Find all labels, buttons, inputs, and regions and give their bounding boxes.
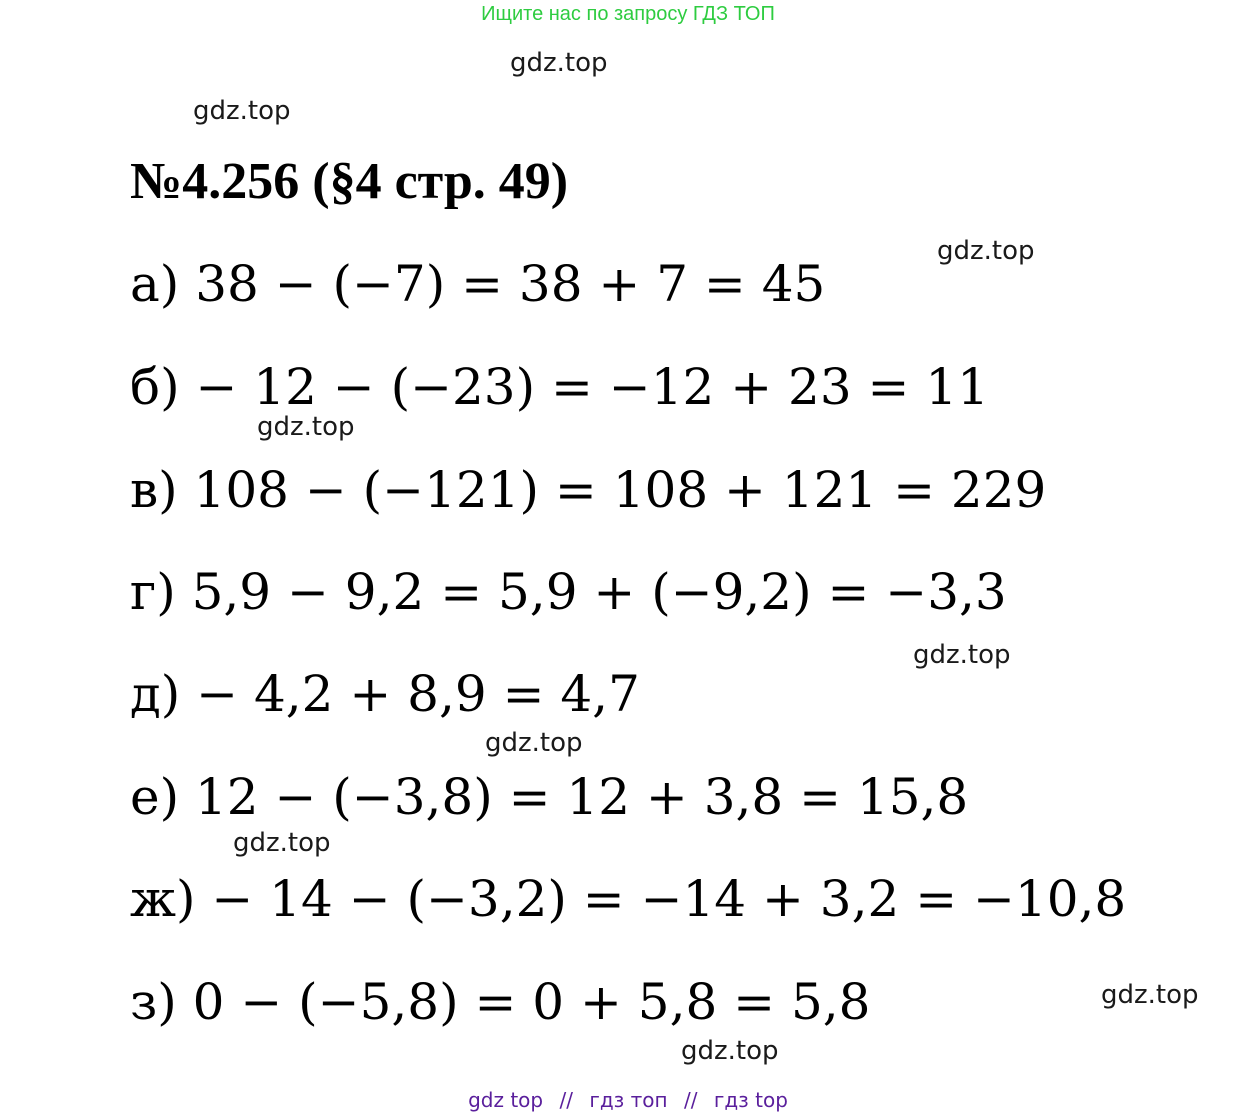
footer-separator: // (683, 1088, 698, 1112)
equation-a: а) 38 − (−7) = 38 + 7 = 45 (130, 255, 826, 313)
equation-v: в) 108 − (−121) = 108 + 121 = 229 (130, 461, 1047, 519)
equation-z: з) 0 − (−5,8) = 0 + 5,8 = 5,8 (130, 973, 871, 1031)
watermark: gdz.top (937, 236, 1035, 266)
watermark: gdz.top (193, 96, 291, 126)
footer-link-gdz-top-mixed[interactable]: гдз top (713, 1088, 788, 1112)
problem-heading: №4.256 (§4 стр. 49) (130, 153, 569, 210)
watermark: gdz.top (485, 728, 583, 758)
watermark: gdz.top (510, 48, 608, 78)
equation-e: е) 12 − (−3,8) = 12 + 3,8 = 15,8 (130, 768, 969, 826)
watermark: gdz.top (681, 1036, 779, 1066)
equation-b: б) − 12 − (−23) = −12 + 23 = 11 (130, 358, 989, 416)
footer-link-gdz-top-ru[interactable]: гдз топ (589, 1088, 668, 1112)
equation-zh: ж) − 14 − (−3,2) = −14 + 3,2 = −10,8 (130, 870, 1127, 928)
footer-link-gdz-top[interactable]: gdz top (468, 1088, 544, 1112)
equation-g: г) 5,9 − 9,2 = 5,9 + (−9,2) = −3,3 (130, 563, 1007, 621)
watermark: gdz.top (913, 640, 1011, 670)
footer-separator: // (559, 1088, 573, 1112)
footer (0, 1086, 1256, 1114)
watermark: gdz.top (257, 412, 355, 442)
top-banner: Ищите нас по запросу ГДЗ ТОП (481, 3, 775, 25)
watermark: gdz.top (1101, 980, 1199, 1010)
equation-d: д) − 4,2 + 8,9 = 4,7 (130, 665, 640, 723)
watermark: gdz.top (233, 828, 331, 858)
